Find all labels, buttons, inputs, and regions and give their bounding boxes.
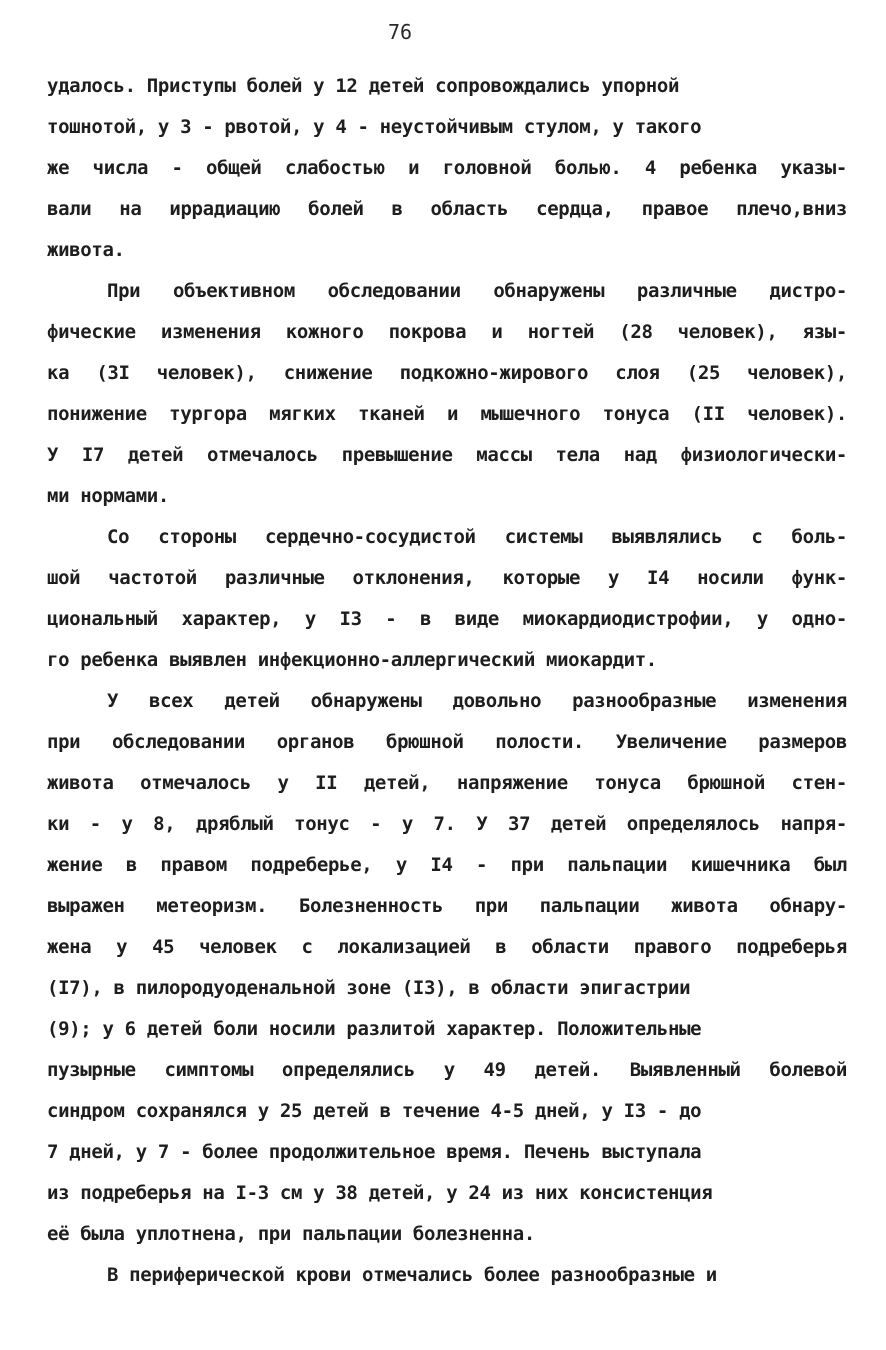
text-line: же числа - общей слабостью и головной болью. 4 ребенка указы- [47, 157, 847, 179]
text-line: ка (3I человек), снижение подкожно-жирового слоя (25 человек), [47, 362, 847, 384]
text-line: выражен метеоризм. Болезненность при пальпации живота обнару- [47, 895, 847, 917]
text-line: ки - у 8, дряблый тонус - у 7. У 37 детей определялось напря- [47, 813, 847, 835]
text-line: из подреберья на I-3 см у 38 детей, у 24 из них консистенция [47, 1182, 713, 1204]
text-line: её была уплотнена, при пальпации болезненна. [47, 1223, 535, 1245]
text-line: жена у 45 человек с локализацией в области правого подреберья [47, 936, 847, 958]
text-line: ми нормами. [47, 485, 169, 507]
text-line: При объективном обследовании обнаружены различные дистро- [107, 280, 847, 302]
text-line: У I7 детей отмечалось превышение массы тела над физиологически- [47, 444, 847, 466]
text-line: при обследовании органов брюшной полости. Увеличение размеров [47, 731, 847, 753]
text-line: синдром сохранялся у 25 детей в течение 4-5 дней, у I3 - до [47, 1100, 702, 1122]
text-line: пузырные симптомы определялись у 49 детей. Выявленный болевой [47, 1059, 847, 1081]
text-line: 7 дней, у 7 - более продолжительное время. Печень выступала [47, 1141, 702, 1163]
text-line: У всех детей обнаружены довольно разнообразные изменения [107, 690, 847, 712]
text-line: тошнотой, у 3 - рвотой, у 4 - неустойчивым стулом, у такого [47, 116, 702, 138]
text-line: шой частотой различные отклонения, которые у I4 носили функ- [47, 567, 847, 589]
text-line: (I7), в пилородуоденальной зоне (I3), в области эпигастрии [47, 977, 691, 999]
page-number: 76 [387, 20, 413, 44]
text-line: жение в правом подреберье, у I4 - при пальпации кишечника был [47, 854, 847, 876]
text-line: вали на иррадиацию болей в область сердца, правое плечо,вниз [47, 198, 847, 220]
text-line: циональный характер, у I3 - в виде миокардиодистрофии, у одно- [47, 608, 847, 630]
text-line: го ребенка выявлен инфекционно-аллергический миокардит. [47, 649, 657, 671]
text-line: живота отмечалось у II детей, напряжение тонуса брюшной стен- [47, 772, 847, 794]
text-line: живота. [47, 239, 125, 261]
text-line: фические изменения кожного покрова и ногтей (28 человек), язы- [47, 321, 847, 343]
text-line: (9); у 6 детей боли носили разлитой характер. Положительные [47, 1018, 702, 1040]
text-line: Со стороны сердечно-сосудистой системы выявлялись с боль- [107, 526, 847, 548]
text-line: понижение тургора мягких тканей и мышечного тонуса (II человек). [47, 403, 847, 425]
text-line: удалось. Приступы болей у 12 детей сопровождались упорной [47, 75, 680, 97]
text-line: В периферической крови отмечались более разнообразные и [107, 1264, 717, 1286]
body-text [47, 66, 847, 1296]
